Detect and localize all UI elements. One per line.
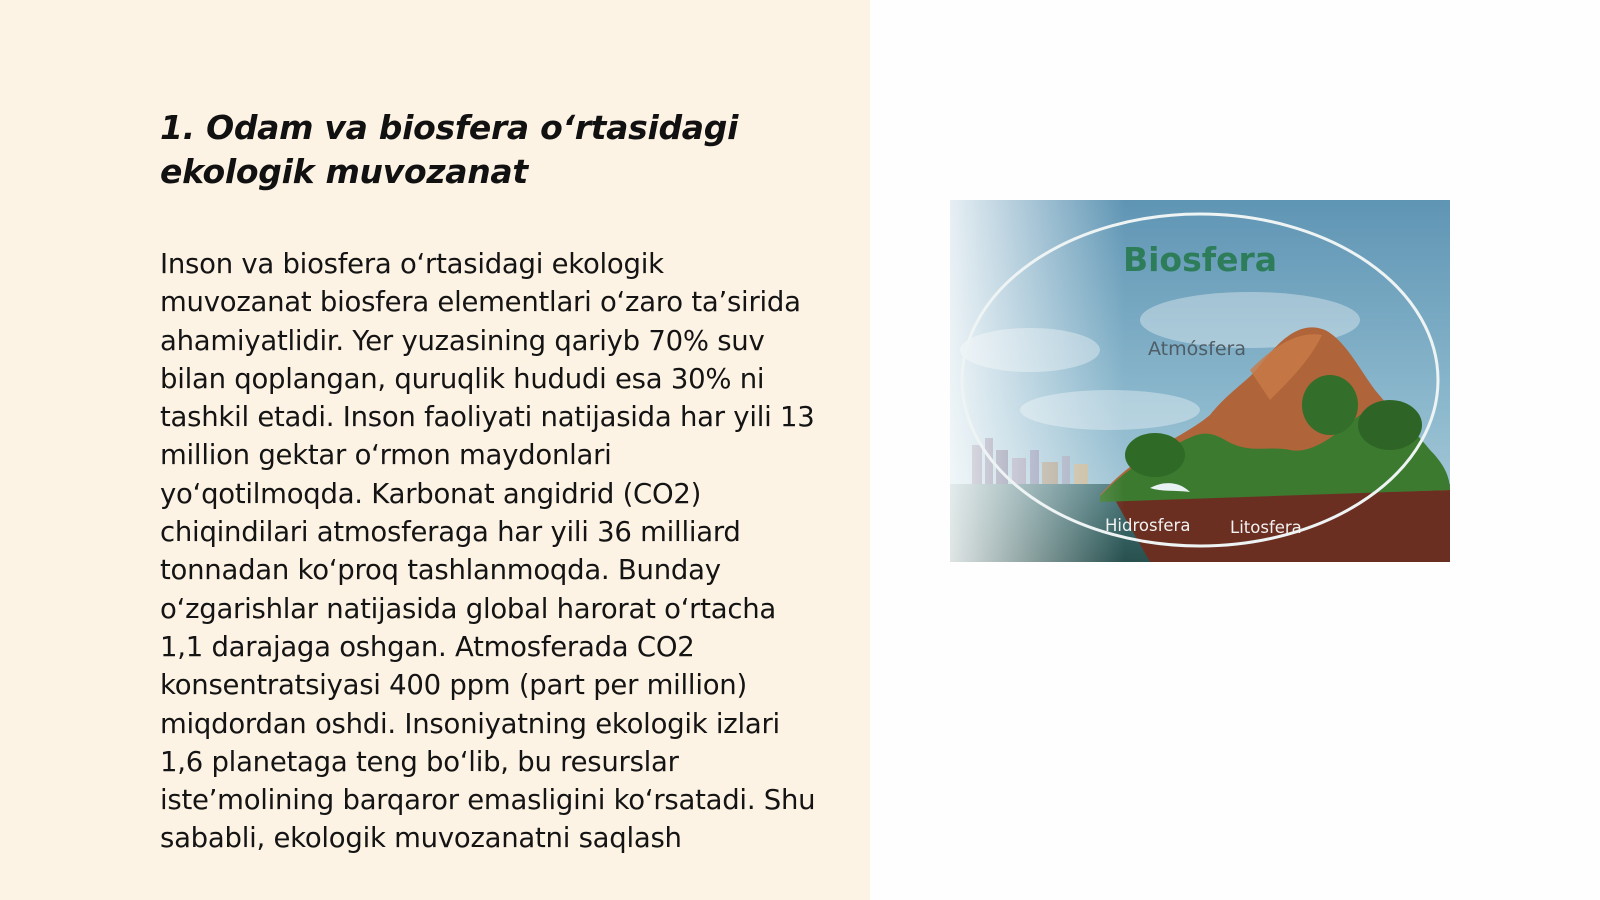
atmosphere-label: Atmósfera bbox=[1148, 338, 1246, 360]
hydrosphere-label: Hidrosfera bbox=[1105, 516, 1191, 535]
biosphere-diagram bbox=[950, 200, 1450, 562]
figure-title: Biosfera bbox=[1122, 240, 1278, 279]
lithosphere-label: Litosfera bbox=[1230, 518, 1302, 537]
slide-title: 1. Odam va biosfera o‘rtasidagi ekologik muvozanat bbox=[160, 108, 739, 191]
slide-body-text: Inson va biosfera o‘rtasidagi ekologik muvozanat biosfera elementlari o‘zaro ta’sirida ahamiyatlidir. Yer yuzasining qariyb 70% suv bilan qoplangan, quruqlik hududi esa 30% ni tashkil etadi. Inson faoliyati natijasida har yili 13 million gektar o‘rmon maydonlari yo‘qotilmoqda. Karbonat angidrid (CO2) chiqindilari atmosferaga har yili 36 milliard tonnadan ko‘proq tashlanmoqda. Bunday o‘zgarishlar natijasida global harorat o‘rtacha 1,1 darajaga oshgan. Atmosferada CO2 konsentratsiyasi 400 ppm (part per million) miqdordan oshdi. Insoniyatning ekologik izlari 1,6 planetaga teng bo‘lib, bu resurslar iste’molining barqaror emasligini ko‘rsatadi. Shu sababli, ekologik muvozanatni saqlash bbox=[160, 248, 816, 855]
